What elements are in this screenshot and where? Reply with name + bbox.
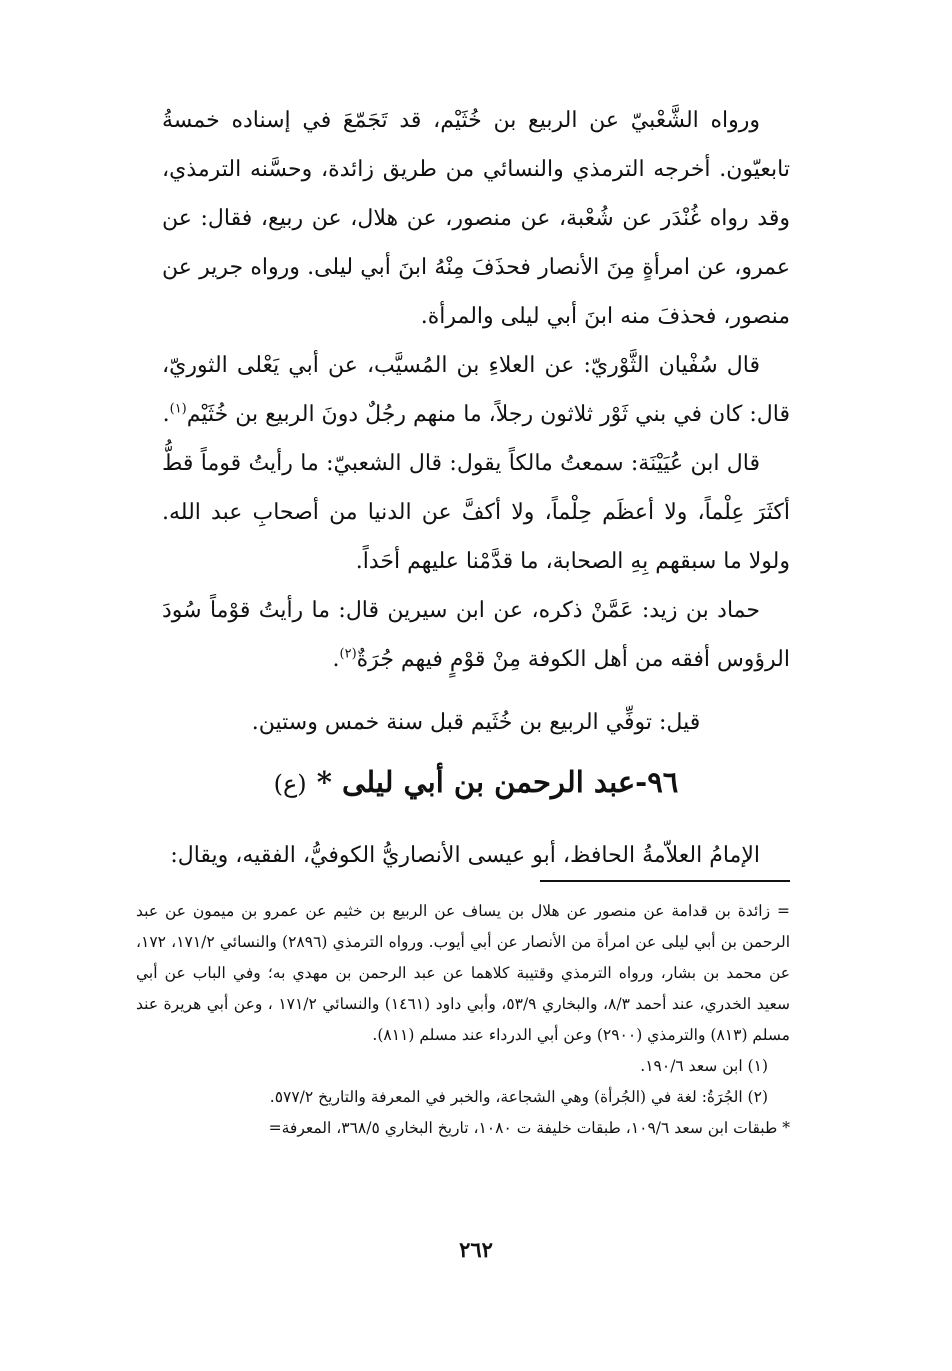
footnote-sources: * طبقات ابن سعد ١٠٩/٦، طبقات خليفة ت ١٠٨٠، تاريخ البخاري ٣٦٨/٥، المعرفة= [268,1119,790,1137]
paragraph-sufyan-narration [162,341,790,439]
paragraph-hammad-text: حماد بن زيد: عَمَّنْ ذكره، عن ابن سيرين قال: ما رأيتُ قوْماً سُودَ الرؤوس أفقه من أهل الكوفة مِنْ قوْمٍ فيهم جُرَةٌ [162,598,790,672]
footnote-ref-1: (١) [169,401,187,417]
paragraph-biography-start: الإمامُ العلاّمةُ الحافظ، أبو عيسى الأنصاريُّ الكوفيُّ، الفقيه، ويقال: [170,843,760,868]
entry-heading [162,755,790,811]
paragraph-hammad-narration [162,586,790,684]
paragraph-uyayna-narration: قال ابن عُيَيْنَة: سمعتُ مالكاً يقول: قال الشعبيّ: ما رأيتُ قوماً قطُّ أكثَرَ عِلْماً، ولا أعظَم حِلْماً، ولا أكفَّ عن الدنيا من أصحابِ عبد الله. ولولا ما سبقهم بِهِ الصحابة، ما قدَّمْنا عليهم أحَداً. [162,451,790,574]
paragraph-sufyan-end: . [162,402,170,427]
footnote-continuation: = زائدة بن قدامة عن منصور عن هلال بن يساف عن الربيع بن خثيم عن عمرو بن ميمون عن عبد الرحمن بن أبي ليلى عن امرأة من الأنصار عن أبي أيوب. ورواه الترمذي (٢٨٩٦) والنسائي ١٧١/٢، ١٧٢، عن محمد بن بشار، ورواه الترمذي وقتيبة كلاهما عن عبد الرحمن بن مهدي به؛ وفي الباب عن أبي سعيد الخدري، عند أحمد ٨/٣، والبخاري ٥٣/٩، وأبي داود (١٤٦١) والنسائي ١٧١/٢ ، وعن أبي هريرة عند مسلم (٨١٣) والترمذي (٢٩٠٠) وعن أبي الدرداء عند مسلم (٨١١). [136,902,790,1044]
paragraph-hammad-end: . [332,647,340,672]
paragraph-shabi-narration: ورواه الشَّعْبيّ عن الربيع بن خُثَيْم، قد تَجَمّعَ في إسناده خمسةُ تابعيّون. أخرجه الترمذي والنسائي من طريق زائدة، وحسَّنه الترمذي، وقد رواه غُنْدَر عن شُعْبة، عن منصور، عن هلال، عن ربيع، فقال: عن عمرو، عن امرأةٍ مِنَ الأنصار فحذَفَ مِنْهُ ابنَ أبي ليلى. ورواه جرير عن منصور، فحذفَ منه ابنَ أبي ليلى والمرأة. [162,108,790,329]
page-number: ٢٦٢ [459,1237,493,1262]
entry-heading-star: * [316,765,332,799]
footnote-1: (١) ابن سعد ١٩٠/٦. [640,1057,768,1075]
paragraph-death-date: قيل: توفِّي الربيع بن خُثَيم قبل سنة خمس وستين. [251,710,701,735]
footnote-2: (٢) الجُرَةُ: لغة في (الجُرأة) وهي الشجاعة، والخبر في المعرفة والتاريخ ٥٧٧/٢. [269,1088,768,1106]
paragraph-sufyan-text: قال سُفْيان الثَّوْريّ: عن العلاءِ بن المُسيَّب، عن أبي يَعْلى الثوريّ، قال: كان في بني ثَوْر ثلاثون رجلاً، ما منهم رجُلٌ دونَ الربيع بن خُثَيْم [162,353,790,427]
footnote-ref-2: (٢) [339,646,357,662]
footnotes [136,896,790,1144]
main-text [162,96,790,880]
entry-heading-title: ٩٦-عبد الرحمن بن أبي ليلى [342,765,679,799]
entry-heading-symbol: (ع) [273,770,307,798]
footnote-divider [540,880,790,882]
